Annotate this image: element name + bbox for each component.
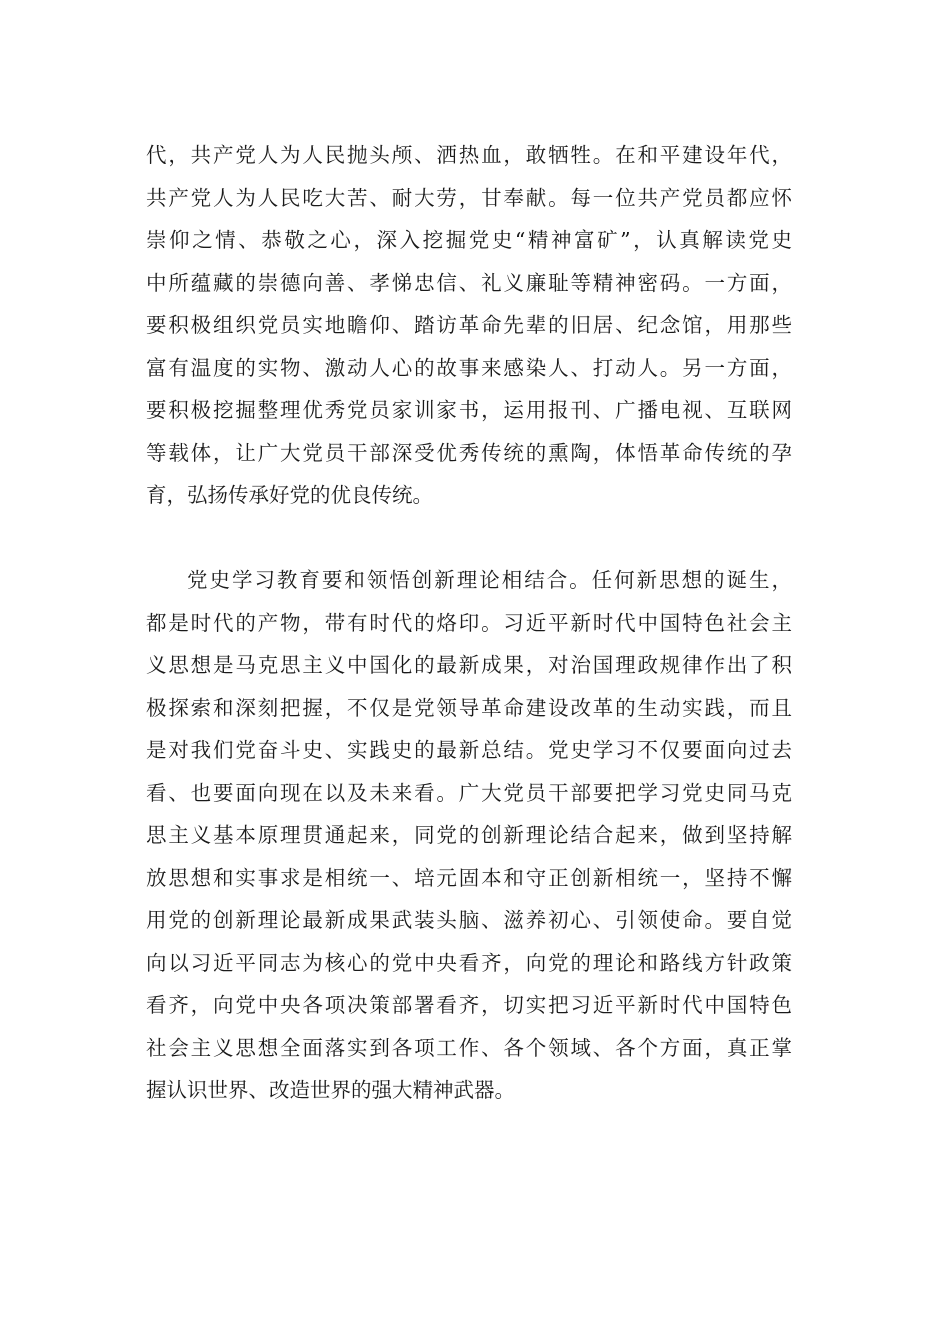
text-line: 向以习近平同志为核心的党中央看齐，向党的理论和路线方针政策	[146, 950, 792, 975]
paragraph-innovation-theory	[146, 559, 792, 1112]
text-line: 育，弘扬传承好党的优良传统。	[146, 483, 433, 507]
text-line: 共产党人为人民吃大苦、耐大劳，甘奉献。每一位共产党员都应怀	[146, 185, 792, 210]
text-line: 等载体，让广大党员干部深受优秀传统的熏陶，体悟革命传统的孕	[146, 440, 792, 465]
text-line: 崇仰之情、恭敬之心，深入挖掘党史“精神富矿”，认真解读党史	[146, 228, 792, 252]
text-line: 党史学习教育要和领悟创新理论相结合。任何新思想的诞生，	[187, 568, 792, 592]
text-line: 社会主义思想全面落实到各项工作、各个领域、各个方面，真正掌	[146, 1035, 792, 1060]
text-line: 是对我们党奋斗史、实践史的最新总结。党史学习不仅要面向过去	[146, 738, 792, 762]
text-line: 义思想是马克思主义中国化的最新成果，对治国理政规律作出了积	[146, 653, 792, 677]
text-line: 用党的创新理论最新成果武装头脑、滋养初心、引领使命。要自觉	[146, 908, 792, 932]
text-line: 看齐，向党中央各项决策部署看齐，切实把习近平新时代中国特色	[146, 993, 792, 1017]
text-line: 要积极挖掘整理优秀党员家训家书，运用报刊、广播电视、互联网	[146, 398, 792, 422]
text-line: 握认识世界、改造世界的强大精神武器。	[146, 1078, 515, 1102]
text-line: 都是时代的产物，带有时代的烙印。习近平新时代中国特色社会主	[146, 610, 792, 635]
text-line: 富有温度的实物、激动人心的故事来感染人、打动人。另一方面，	[146, 355, 792, 380]
text-line: 看、也要面向现在以及未来看。广大党员干部要把学习党史同马克	[146, 780, 792, 805]
paragraph-party-traditions	[146, 134, 792, 517]
text-line: 思主义基本原理贯通起来，同党的创新理论结合起来，做到坚持解	[146, 823, 792, 847]
text-line: 中所蕴藏的崇德向善、孝悌忠信、礼义廉耻等精神密码。一方面，	[146, 270, 792, 295]
text-line: 要积极组织党员实地瞻仰、踏访革命先辈的旧居、纪念馆，用那些	[146, 313, 792, 337]
text-line: 代，共产党人为人民抛头颅、洒热血，敢牺牲。在和平建设年代，	[146, 143, 792, 167]
text-line: 极探索和深刻把握，不仅是党领导革命建设改革的生动实践，而且	[146, 695, 792, 720]
text-line: 放思想和实事求是相统一、培元固本和守正创新相统一，坚持不懈	[146, 865, 792, 890]
